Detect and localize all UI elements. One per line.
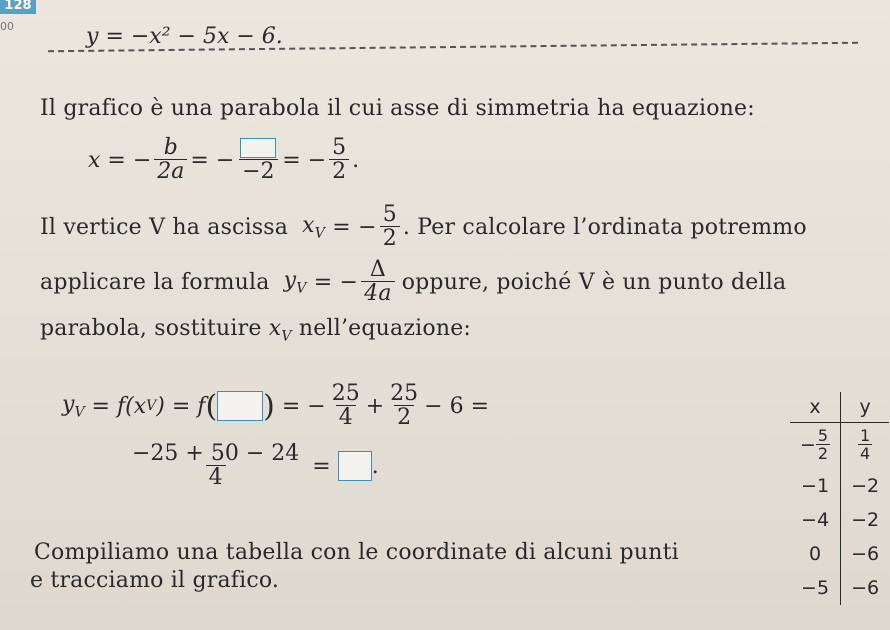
frac-denominator: 2 [329,159,349,184]
answer-blank-yv[interactable] [338,451,372,481]
values-table [790,392,889,605]
substitute-text: parabola, sostituire [40,316,262,341]
frac-denominator: 2 [380,226,400,251]
table-row [790,503,889,537]
vertex-text-end: . Per calcolare l’ordinata potremmo [402,214,807,240]
top-eq-rhs: −x² − 5x − 6. [130,24,283,49]
table-row [790,571,889,605]
substitute-text-end: nell’equazione: [298,316,472,341]
table-cell-y: −2 [851,474,880,497]
paragraph-vertex-line2: applicare la formula $y_V$ = − $\frac{\Delta}{4a}$ oppure, poiché V è un punto della [40,257,787,307]
table-cell-y: −2 [851,508,880,531]
paragraph-vertex-line3 [40,316,471,344]
fraction-blank-over-minus2 [237,136,279,184]
fraction-b-over-2a [154,136,187,184]
result-numerator: −25 + 50 − 24 [132,441,300,466]
yv-symbol-calc: $y_V$ [62,391,85,421]
paragraph-table-line2: e tracciamo il grafico. [30,568,280,593]
table-cell-x: 0 [790,537,841,571]
top-eq-lhs: y [86,24,99,49]
frac-denominator: 2a [154,159,187,184]
xv-inline: $x_V$ [268,316,292,345]
calc-tail: − 6 = [424,393,490,419]
answer-blank-b[interactable] [240,138,276,158]
table-cell-x: −5 [790,571,841,605]
result-denominator: 4 [206,465,226,490]
table-header-row [790,392,889,423]
xv-symbol: $x_V$ [302,212,326,242]
table-row [790,537,889,571]
axis-equation: x = − $\frac{b}{2a}$ = − −2 = − $\frac{5}{2}$ . [88,135,360,185]
frac-numerator: Δ [369,257,386,282]
frac-denominator: 4a [361,281,395,306]
fraction-25-over-2: $\frac{25}{2}$ [390,381,419,431]
answer-blank-xv[interactable] [217,391,263,421]
fraction-xv-value [380,203,400,251]
vertex-text-start: Il vertice V ha ascissa [40,214,289,240]
paragraph-table-line1: Compiliamo una tabella con le coordinate di alcuni punti [34,540,679,565]
yv-calculation: $y_V$ = f( x V ) = f ( ) = − $\frac{25}{4}$ + $\frac{25}{2}$ − 6 = [62,381,490,431]
table-cell-y: −6 [851,576,880,599]
table-cell-y: −6 [851,542,880,565]
corner-mark: 00 [0,20,14,33]
table-cell-x: −1 [790,469,841,503]
paragraph-vertex-line1: Il vertice V ha ascissa $x_V$ = − $\frac{5}{2}$ . Per calcolare l’ordinata potremmo [40,202,807,252]
paragraph-symmetry-axis: Il grafico è una parabola il cui asse di simmetria ha equazione: [40,96,755,121]
frac-numerator: 5 [382,202,397,227]
frac-denominator: −2 [239,159,277,184]
values-table-wrapper [790,392,889,605]
table-row [790,423,889,469]
table-row [790,469,889,503]
page-number-text: 128 [4,0,32,13]
frac-numerator: 5 [332,135,347,160]
fraction-delta-over-4a [361,258,395,306]
top-equation: y = −x² − 5x − 6. [86,24,283,49]
fraction-25-over-4: $\frac{25}{4}$ [331,381,360,431]
formula-text-end: oppure, poiché V è un punto della [401,269,787,295]
yv-symbol: $y_V$ [283,267,307,297]
yv-result: $\frac{-25 + 50 - 24}{4}$ = . [126,442,379,490]
table-cell-x: − $\frac{5}{2}$ [790,423,841,469]
fraction-5-over-2 [329,136,349,184]
frac-numerator: b [163,135,178,160]
fraction-result [129,442,302,490]
table-header-y: y [841,392,890,423]
table-cell-y: $\frac{1}{4}$ [860,426,871,464]
table-header-x: x [790,392,841,423]
axis-var: x [88,147,101,173]
page-number-badge [0,0,36,14]
table-cell-x: −4 [790,503,841,537]
formula-text-start: applicare la formula [40,269,270,295]
